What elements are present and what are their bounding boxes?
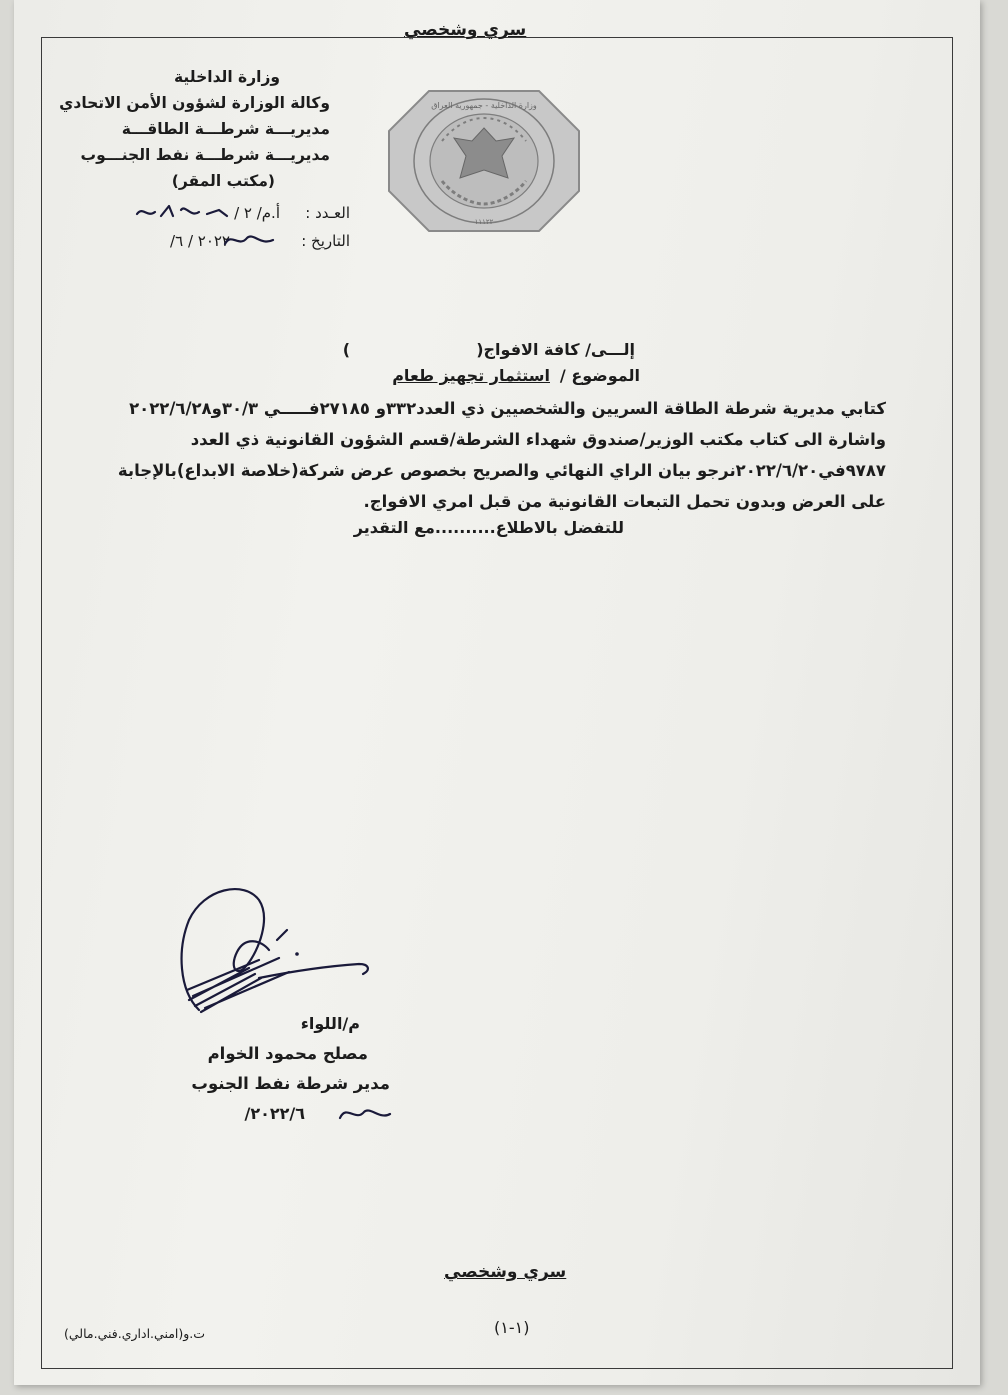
signatory-title: مدير شرطة نفط الجنوب bbox=[191, 1074, 390, 1093]
letter-body-line-1: كتابي مديرية شرطة الطاقة السريين والشخصيين ذي العدد٣٣٢و ٢٧١٨٥فـــــي ٣٠/٣و٢٠٢٢/٦/٢٨ bbox=[129, 399, 886, 418]
handwritten-date-day bbox=[219, 228, 279, 252]
signatory-rank: م/اللواء bbox=[300, 1014, 360, 1033]
number-label: العـدد : bbox=[305, 204, 350, 222]
header-ministry: وزارة الداخلية bbox=[174, 68, 280, 86]
header-directorate-south-oil: مديريـــة شرطـــة نفط الجنـــوب bbox=[80, 146, 330, 164]
svg-text:وزارة الداخلية - جمهورية العرا: وزارة الداخلية - جمهورية العراق bbox=[431, 101, 537, 110]
classification-bottom: سري وشخصي bbox=[444, 1262, 567, 1282]
classification-top: سري وشخصي bbox=[404, 20, 527, 40]
subject-label: الموضوع / bbox=[559, 366, 640, 385]
letter-body-line-4: على العرض وبدون تحمل التبعات القانونية من قبل امري الافواج. bbox=[363, 492, 886, 511]
letter-body-line-3: ٩٧٨٧في٢٠٢٢/٦/٢٠نرجو بيان الراي النهائي والصريح بخصوص عرض شركة(خلاصة الابداع)بالإجابة bbox=[117, 461, 886, 480]
signature-date: ٢٠٢٢/٦/ bbox=[244, 1104, 305, 1123]
ministry-seal-logo bbox=[384, 86, 584, 236]
subject-value: استثمار تجهيز طعام bbox=[392, 366, 550, 385]
page-number: (١-١) bbox=[494, 1318, 530, 1337]
letter-body-line-2: واشارة الى كتاب مكتب الوزير/صندوق شهداء الشرطة/قسم الشؤون القانونية ذي العدد bbox=[190, 430, 886, 449]
header-agency: وكالة الوزارة لشؤون الأمن الاتحادي bbox=[59, 94, 330, 112]
signature-scribble bbox=[159, 880, 399, 1030]
header-directorate-energy: مديريـــة شرطـــة الطاقـــة bbox=[121, 120, 330, 138]
svg-text:١١١٢٢: ١١١٢٢ bbox=[474, 218, 494, 226]
document-page bbox=[14, 0, 980, 1385]
header-office: (مكتب المقر) bbox=[171, 172, 275, 190]
handwritten-signature-day bbox=[334, 1100, 394, 1128]
date-value: ٢٠٢٢ / ٦/ bbox=[170, 232, 230, 250]
closing-line: للتفضل بالاطلاع..........مع التقدير bbox=[353, 518, 624, 537]
copies-distribution: ت.و(امني.اداري.فني.مالي) bbox=[64, 1326, 206, 1341]
handwritten-number bbox=[129, 200, 239, 224]
signatory-name: مصلح محمود الخوام bbox=[207, 1044, 368, 1063]
addressee-close: ) bbox=[342, 340, 350, 359]
addressee: إلـــى/ كافة الافواج( bbox=[476, 340, 635, 359]
date-label: التاريخ : bbox=[301, 232, 350, 250]
number-value: أ.م/ ٢ / bbox=[234, 204, 280, 222]
